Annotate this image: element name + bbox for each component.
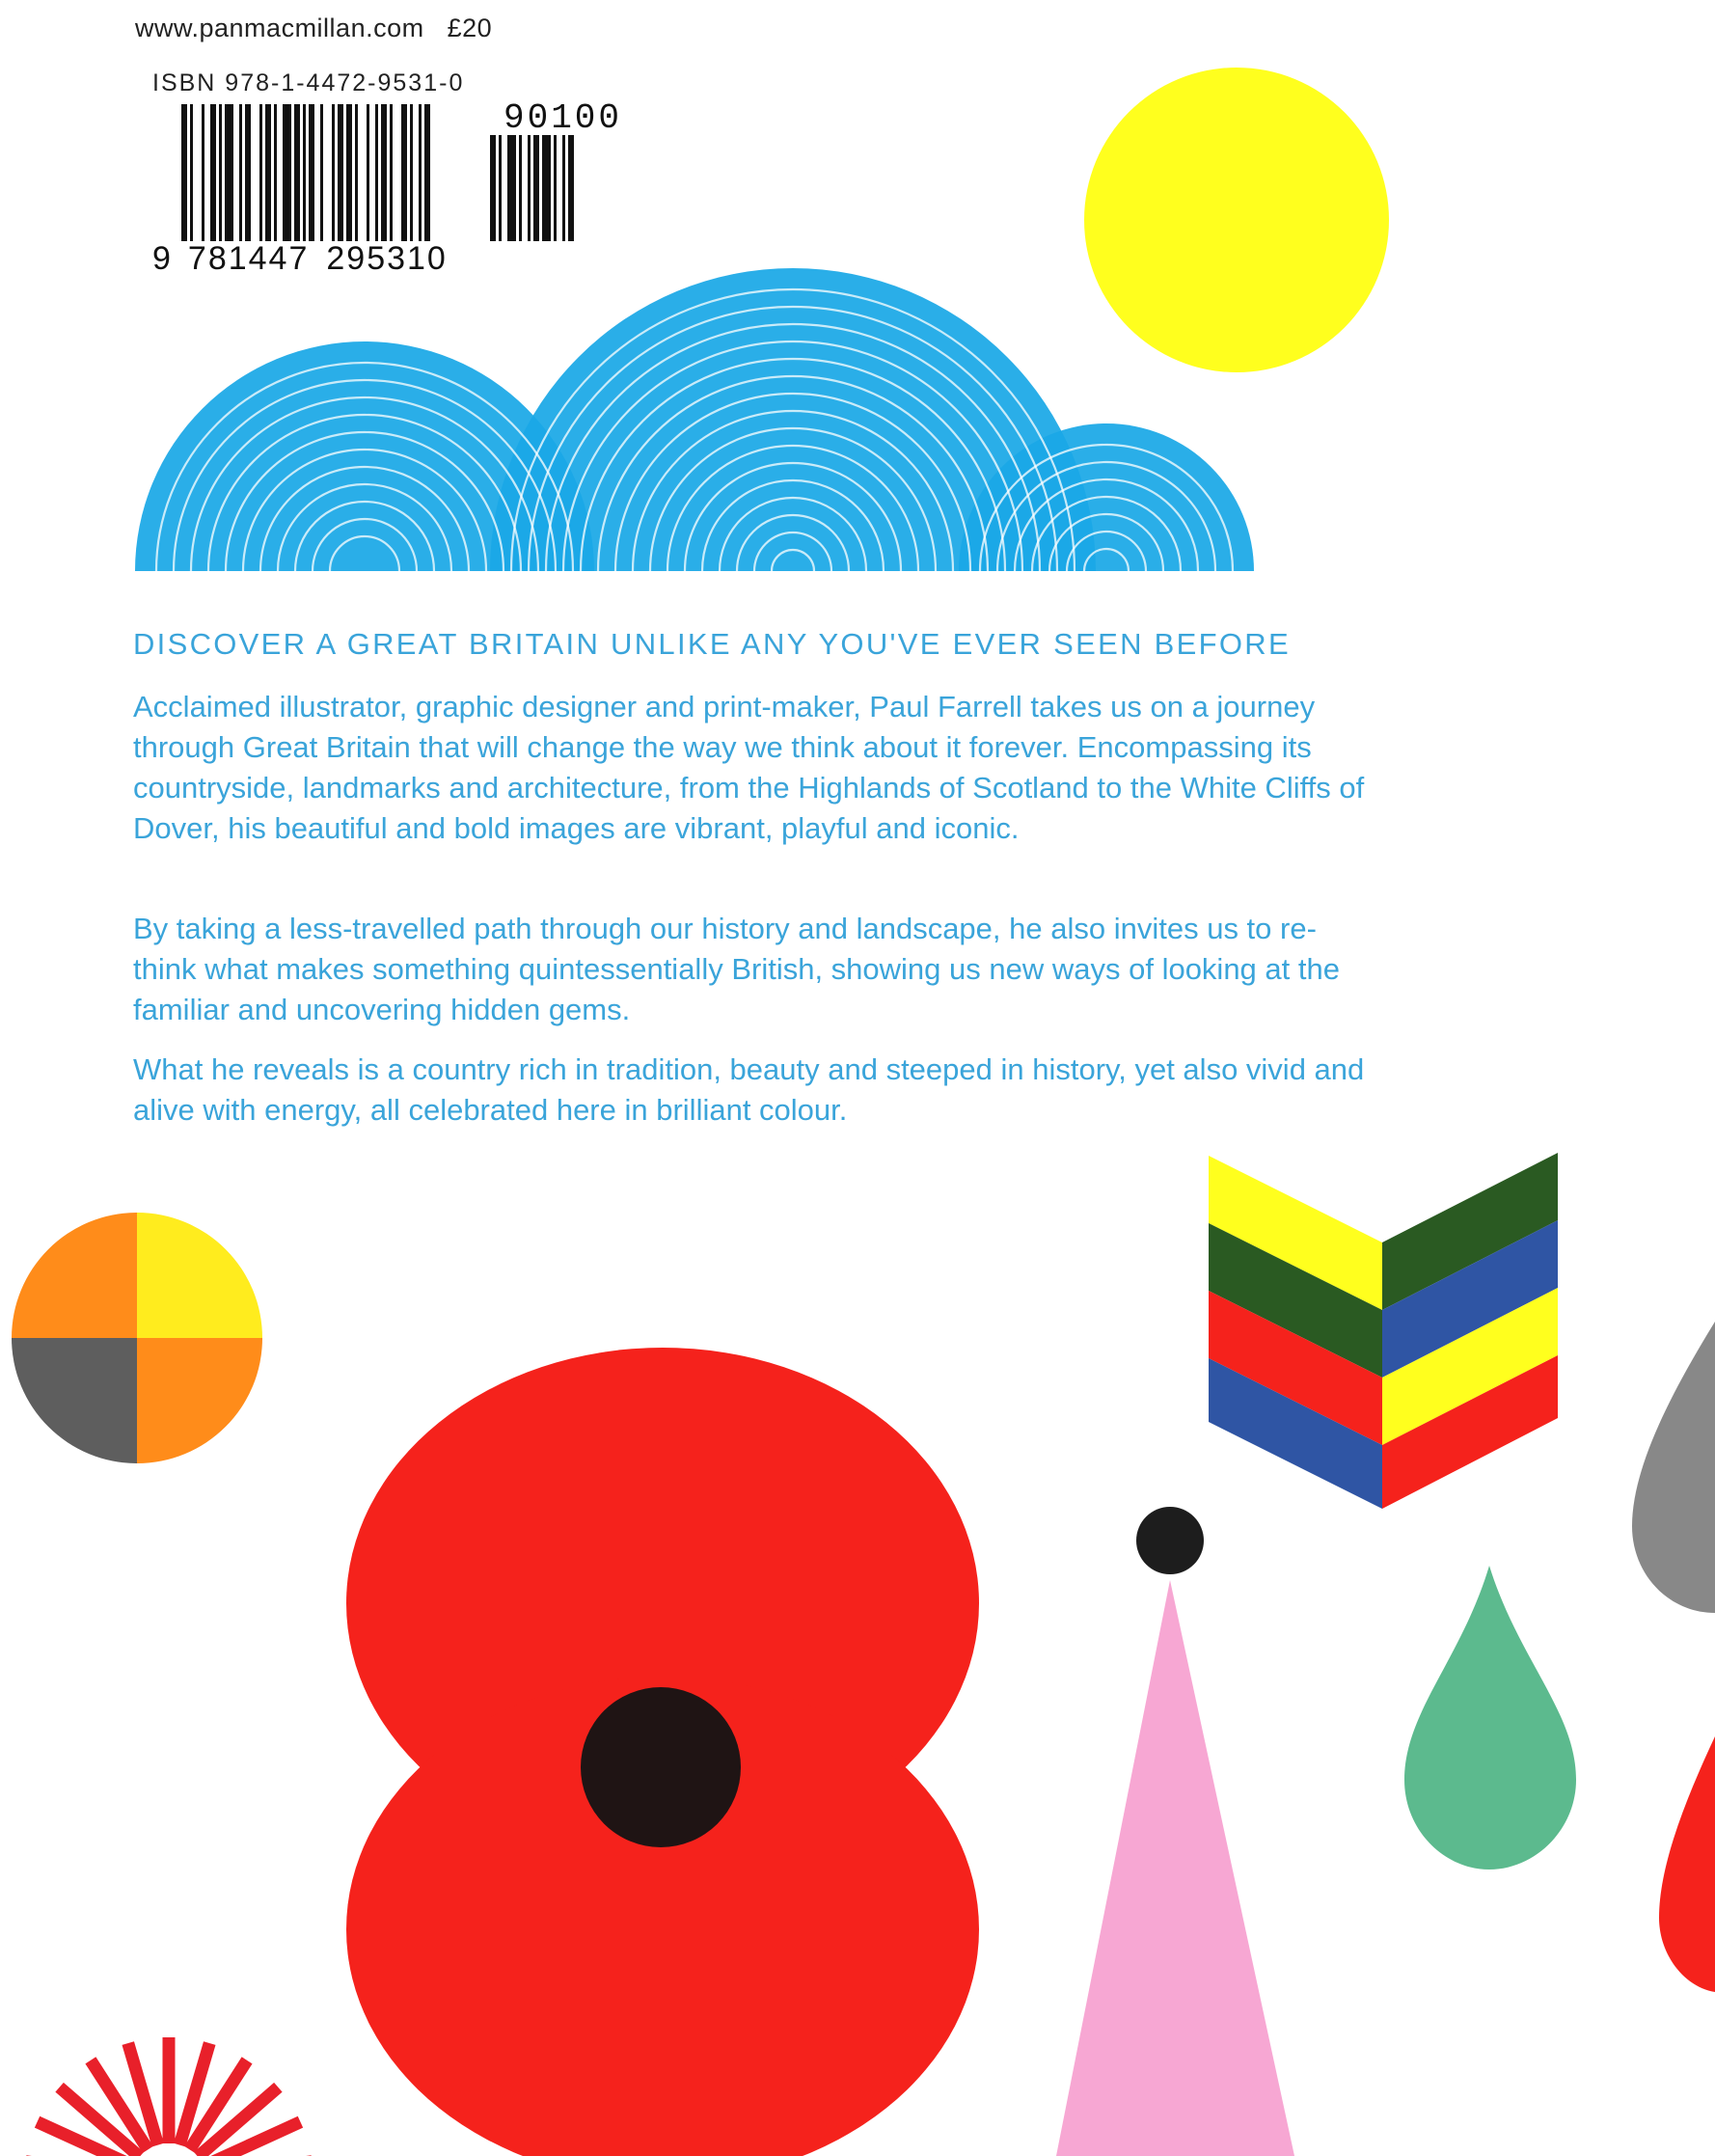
pink-cone-icon	[1056, 1580, 1294, 2156]
quartered-circle-icon	[12, 1213, 262, 1463]
green-drop-icon	[1404, 1566, 1576, 1869]
price-label: £20	[447, 14, 493, 42]
black-dot-icon	[1136, 1507, 1204, 1574]
grey-drop-icon	[1632, 1322, 1715, 1613]
barcode-price-code: 90100	[504, 98, 623, 138]
red-drop-icon	[1659, 1736, 1715, 1992]
sunburst-icon	[26, 2037, 313, 2156]
blurb-paragraph: Acclaimed illustrator, graphic designer and print-maker, Paul Farrell takes us on a journey through Great Britain that will change the way we think about it forever. Encompassing its countryside, landmarks and architecture, from the Highlands of Scotland to the White Cliffs of Dover, his beautiful and bold images are vibrant, playful and iconic.	[133, 690, 1365, 845]
blurb-headline: DISCOVER A GREAT BRITAIN UNLIKE ANY YOU'VE EVER SEEN BEFORE	[133, 627, 1291, 661]
barcode-digit-group-1: 781447	[187, 240, 310, 277]
striped-chevron-icon	[1209, 1153, 1558, 1509]
publisher-line	[135, 14, 492, 43]
barcode-digit-lead: 9	[152, 240, 173, 277]
barcode-digit-group-2: 295310	[326, 240, 448, 277]
blurb-paragraph: What he reveals is a country rich in tradition, beauty and steeped in history, yet also vivid and alive with energy, all celebrated here in brilliant colour.	[133, 1052, 1365, 1127]
publisher-website: www.panmacmillan.com	[135, 14, 424, 42]
barcode-digits	[152, 240, 448, 278]
sun-icon	[1084, 68, 1389, 372]
blurb-paragraph: By taking a less-travelled path through our history and landscape, he also invites us to re-think what makes something quintessentially British, showing us new ways of looking at the familiar and uncovering hidden gems.	[133, 912, 1340, 1026]
poppy-icon	[346, 1348, 979, 2156]
isbn-label: ISBN 978-1-4472-9531-0	[152, 69, 465, 96]
